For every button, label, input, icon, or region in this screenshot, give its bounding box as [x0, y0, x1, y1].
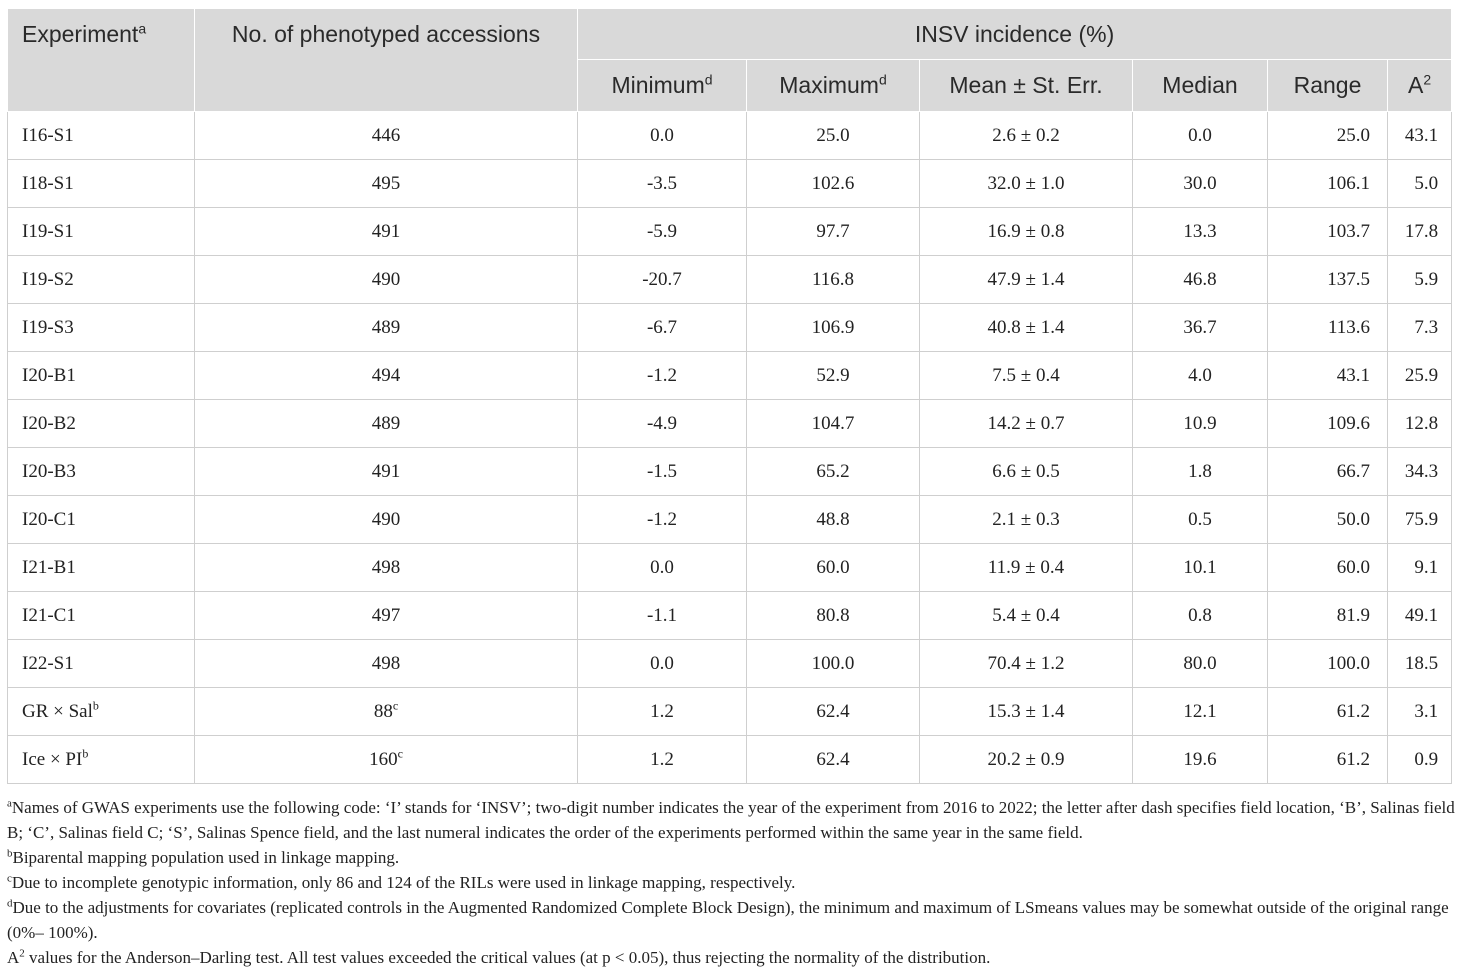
cell-median: 0.0 [1133, 112, 1268, 160]
cell-maximum: 60.0 [747, 544, 920, 592]
cell-a2: 0.9 [1388, 736, 1452, 784]
cell-minimum: 0.0 [578, 544, 747, 592]
insv-incidence-table [7, 8, 1452, 784]
cell-experiment: GR × Sal$^b$ [8, 688, 195, 736]
cell-range: 137.5 [1268, 256, 1388, 304]
col-header-experiment: Experiment$^a$ [8, 9, 195, 112]
cell-range: 103.7 [1268, 208, 1388, 256]
cell-a2: 34.3 [1388, 448, 1452, 496]
cell-range: 106.1 [1268, 160, 1388, 208]
cell-range: 109.6 [1268, 400, 1388, 448]
cell-accessions: 489 [195, 304, 578, 352]
cell-mean: 70.4 ± 1.2 [920, 640, 1133, 688]
table-row [8, 112, 1452, 160]
footnote-list [7, 795, 1457, 945]
cell-minimum: 0.0 [578, 112, 747, 160]
cell-mean: 2.6 ± 0.2 [920, 112, 1133, 160]
table-row [8, 736, 1452, 784]
cell-a2: 5.0 [1388, 160, 1452, 208]
cell-experiment: I20-B3 [8, 448, 195, 496]
cell-experiment: Ice × $PI^b$ [8, 736, 195, 784]
table-row [8, 160, 1452, 208]
table-row [8, 448, 1452, 496]
cell-minimum: 1.2 [578, 736, 747, 784]
cell-a2: 49.1 [1388, 592, 1452, 640]
cell-maximum: 52.9 [747, 352, 920, 400]
cell-minimum: -4.9 [578, 400, 747, 448]
cell-a2: 5.9 [1388, 256, 1452, 304]
cell-range: 61.2 [1268, 688, 1388, 736]
cell-minimum: -1.2 [578, 352, 747, 400]
table-row [8, 544, 1452, 592]
table-row [8, 592, 1452, 640]
cell-mean: 14.2 ± 0.7 [920, 400, 1133, 448]
table-row [8, 640, 1452, 688]
cell-mean: 2.1 ± 0.3 [920, 496, 1133, 544]
cell-a2: 75.9 [1388, 496, 1452, 544]
cell-a2: 7.3 [1388, 304, 1452, 352]
cell-maximum: 97.7 [747, 208, 920, 256]
cell-range: 50.0 [1268, 496, 1388, 544]
table-body [8, 112, 1452, 784]
cell-mean: 32.0 ± 1.0 [920, 160, 1133, 208]
cell-mean: 47.9 ± 1.4 [920, 256, 1133, 304]
cell-minimum: -5.9 [578, 208, 747, 256]
cell-median: 80.0 [1133, 640, 1268, 688]
cell-a2: 18.5 [1388, 640, 1452, 688]
cell-a2: 12.8 [1388, 400, 1452, 448]
cell-minimum: -6.7 [578, 304, 747, 352]
footnotes [7, 795, 1457, 970]
footnote: $^b$Biparental mapping population used in linkage mapping. [7, 847, 400, 867]
cell-minimum: -3.5 [578, 160, 747, 208]
footnote: $^d$Due to the adjustments for covariates (replicated controls in the Augmented Randomized Complete Block Design), the minimum and maximum of LSmeans values may be somewhat outside of the original range (0%– 100%). [7, 897, 1449, 942]
col-header-maximum: Maximum$^d$ [747, 60, 920, 112]
cell-median: 30.0 [1133, 160, 1268, 208]
cell-accessions: 490 [195, 256, 578, 304]
cell-accessions: 498 [195, 544, 578, 592]
cell-maximum: 25.0 [747, 112, 920, 160]
cell-range: 81.9 [1268, 592, 1388, 640]
cell-a2: 17.8 [1388, 208, 1452, 256]
cell-median: 0.8 [1133, 592, 1268, 640]
cell-median: 1.8 [1133, 448, 1268, 496]
cell-accessions: 490 [195, 496, 578, 544]
cell-experiment: I19-S1 [8, 208, 195, 256]
cell-experiment: I18-S1 [8, 160, 195, 208]
cell-minimum: -1.5 [578, 448, 747, 496]
cell-range: 100.0 [1268, 640, 1388, 688]
cell-accessions: 495 [195, 160, 578, 208]
cell-mean: 15.3 ± 1.4 [920, 688, 1133, 736]
cell-experiment: I22-S1 [8, 640, 195, 688]
cell-maximum: 80.8 [747, 592, 920, 640]
cell-mean: 5.4 ± 0.4 [920, 592, 1133, 640]
cell-accessions: 446 [195, 112, 578, 160]
cell-mean: 6.6 ± 0.5 [920, 448, 1133, 496]
cell-median: 36.7 [1133, 304, 1268, 352]
cell-range: 113.6 [1268, 304, 1388, 352]
cell-range: 61.2 [1268, 736, 1388, 784]
cell-median: 10.9 [1133, 400, 1268, 448]
cell-maximum: 100.0 [747, 640, 920, 688]
cell-minimum: -1.1 [578, 592, 747, 640]
cell-a2: 25.9 [1388, 352, 1452, 400]
table-row [8, 304, 1452, 352]
cell-mean: 20.2 ± 0.9 [920, 736, 1133, 784]
cell-accessions: 491 [195, 208, 578, 256]
cell-accessions: 494 [195, 352, 578, 400]
cell-experiment: I20-B1 [8, 352, 195, 400]
table-row [8, 256, 1452, 304]
cell-maximum: 62.4 [747, 688, 920, 736]
cell-maximum: 104.7 [747, 400, 920, 448]
cell-maximum: 65.2 [747, 448, 920, 496]
cell-a2: 9.1 [1388, 544, 1452, 592]
col-header-mean: Mean ± St. Err. [920, 60, 1133, 112]
cell-minimum: 0.0 [578, 640, 747, 688]
table-row [8, 352, 1452, 400]
cell-range: 66.7 [1268, 448, 1388, 496]
cell-accessions: 88$^c$ [195, 688, 578, 736]
cell-range: 43.1 [1268, 352, 1388, 400]
col-header-insv-incidence: INSV incidence (%) [578, 9, 1452, 60]
cell-median: 10.1 [1133, 544, 1268, 592]
footnote-a2: $A^2$ values for the Anderson–Darling test. All test values exceeded the critical values (at p < 0.05), thus rejecting the normality of the distribution. [7, 947, 991, 967]
cell-maximum: 106.9 [747, 304, 920, 352]
table-row [8, 688, 1452, 736]
cell-experiment: I19-S2 [8, 256, 195, 304]
cell-mean: 7.5 ± 0.4 [920, 352, 1133, 400]
cell-maximum: 116.8 [747, 256, 920, 304]
cell-a2: 43.1 [1388, 112, 1452, 160]
footnote: $^a$Names of GWAS experiments use the following code: ‘I’ stands for ‘INSV’; two-digit number indicates the year of the experiment from 2016 to 2022; the letter after dash specifies field location, ‘B’, Salinas field B; ‘C’, Salinas field C; ‘S’, Salinas Spence field, and the last numeral indicates the order of the experiments performed within the same year in the same field. [7, 797, 1455, 842]
cell-median: 19.6 [1133, 736, 1268, 784]
cell-experiment: I19-S3 [8, 304, 195, 352]
cell-median: 12.1 [1133, 688, 1268, 736]
cell-experiment: I16-S1 [8, 112, 195, 160]
cell-a2: 3.1 [1388, 688, 1452, 736]
cell-minimum: 1.2 [578, 688, 747, 736]
cell-accessions: 489 [195, 400, 578, 448]
cell-median: 13.3 [1133, 208, 1268, 256]
cell-mean: 11.9 ± 0.4 [920, 544, 1133, 592]
cell-maximum: 48.8 [747, 496, 920, 544]
table-row [8, 208, 1452, 256]
cell-range: 60.0 [1268, 544, 1388, 592]
cell-maximum: 62.4 [747, 736, 920, 784]
cell-minimum: -20.7 [578, 256, 747, 304]
cell-minimum: -1.2 [578, 496, 747, 544]
table-row [8, 496, 1452, 544]
cell-range: 25.0 [1268, 112, 1388, 160]
cell-experiment: I20-C1 [8, 496, 195, 544]
cell-median: 4.0 [1133, 352, 1268, 400]
col-header-range: Range [1268, 60, 1388, 112]
cell-mean: 16.9 ± 0.8 [920, 208, 1133, 256]
col-header-median: Median [1133, 60, 1268, 112]
cell-maximum: 102.6 [747, 160, 920, 208]
cell-median: 0.5 [1133, 496, 1268, 544]
table-row [8, 400, 1452, 448]
col-header-accessions: No. of phenotyped accessions [195, 9, 578, 112]
cell-accessions: 497 [195, 592, 578, 640]
cell-accessions: 498 [195, 640, 578, 688]
cell-mean: 40.8 ± 1.4 [920, 304, 1133, 352]
cell-experiment: I21-C1 [8, 592, 195, 640]
cell-accessions: 160$^c$ [195, 736, 578, 784]
cell-median: 46.8 [1133, 256, 1268, 304]
footnote: $^c$Due to incomplete genotypic information, only 86 and 124 of the RILs were used in linkage mapping, respectively. [7, 872, 796, 892]
col-header-a2: $A^2$ [1388, 60, 1452, 112]
col-header-minimum: Minimum$^d$ [578, 60, 747, 112]
cell-accessions: 491 [195, 448, 578, 496]
cell-experiment: I21-B1 [8, 544, 195, 592]
cell-experiment: I20-B2 [8, 400, 195, 448]
